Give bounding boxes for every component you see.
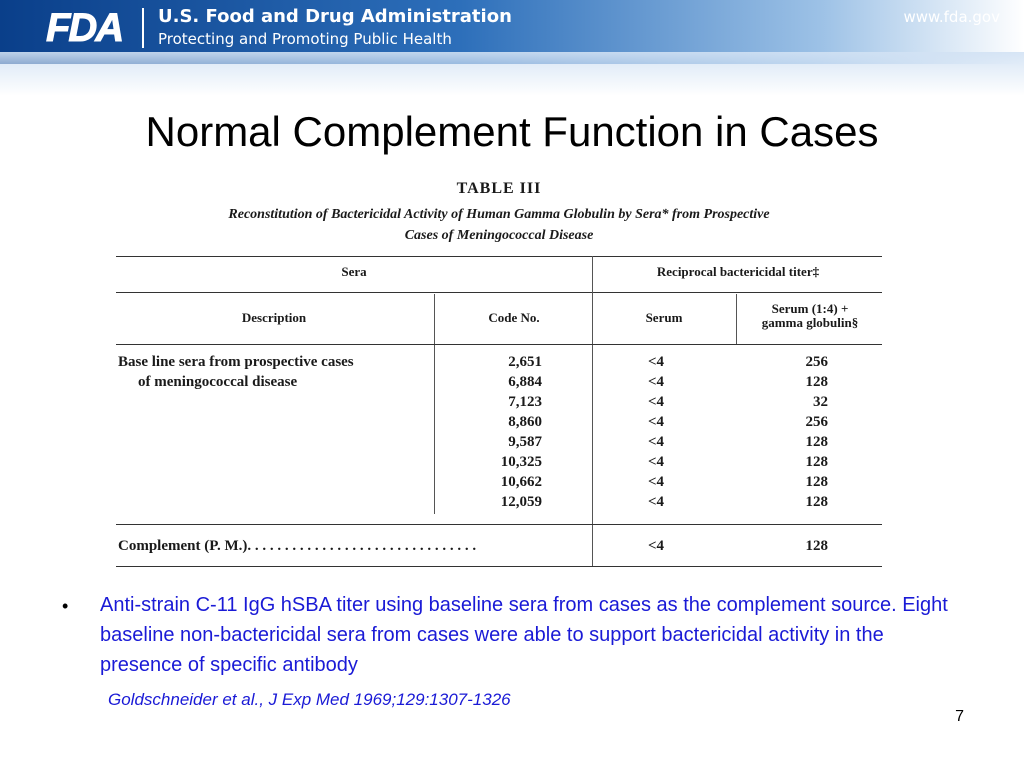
agency-tagline: Protecting and Promoting Public Health bbox=[158, 30, 452, 48]
header-titer: Reciprocal bactericidal titer‡ bbox=[656, 264, 820, 279]
code-cell: 8,860 bbox=[508, 414, 542, 430]
slide-title: Normal Complement Function in Cases bbox=[145, 108, 879, 155]
serum-cell: <4 bbox=[647, 494, 665, 510]
column-divider-main bbox=[592, 256, 593, 566]
code-cell: 9,587 bbox=[508, 434, 542, 450]
serum-cell: <4 bbox=[647, 434, 665, 450]
complement-gamma-globulin: 128 bbox=[805, 538, 828, 554]
serum-cell: <4 bbox=[647, 374, 665, 390]
complement-label: Complement (P. M.). . . . . . . . . . . . . . . . . . . . . . . . . . . . . . . bbox=[118, 538, 477, 554]
code-cell: 2,651 bbox=[508, 354, 542, 370]
serum-cell: <4 bbox=[647, 454, 665, 470]
row-description: Base line sera from prospective cases of meningococcal disease bbox=[118, 354, 354, 390]
code-cell: 10,325 bbox=[500, 454, 542, 470]
page-number: 7 bbox=[955, 708, 964, 725]
code-column bbox=[446, 352, 542, 512]
logo-divider bbox=[142, 8, 144, 48]
gg-cell: 128 bbox=[805, 494, 828, 510]
header-description: Description bbox=[241, 310, 307, 325]
citation: Goldschneider et al., J Exp Med 1969;129:1307-1326 bbox=[108, 690, 511, 709]
header-bottom-rule bbox=[116, 344, 882, 345]
table-label: TABLE III bbox=[456, 180, 542, 197]
serum-cell: <4 bbox=[647, 474, 665, 490]
table-caption-line2: Cases of Meningococcal Disease bbox=[404, 228, 594, 243]
column-divider-code bbox=[434, 294, 435, 514]
serum-cell: <4 bbox=[647, 354, 665, 370]
table-bottom-rule bbox=[116, 566, 882, 567]
table-caption-line1: Reconstitution of Bactericidal Activity of Human Gamma Globulin by Sera* from Prospective bbox=[228, 207, 770, 222]
code-cell: 7,123 bbox=[508, 394, 542, 410]
table-top-rule bbox=[116, 256, 882, 257]
gg-cell: 128 bbox=[805, 474, 828, 490]
bullet-text: Anti-strain C-11 IgG hSBA titer using baseline sera from cases as the complement source. Eight baseline non-bactericidal sera from cases were able to support bactericidal activity in the presence of specific antibody bbox=[100, 594, 948, 676]
gg-cell: 128 bbox=[805, 454, 828, 470]
serum-column bbox=[626, 352, 686, 512]
header-code: Code No. bbox=[488, 310, 540, 325]
header-sera: Sera bbox=[341, 264, 367, 279]
gg-cell: 32 bbox=[813, 394, 828, 410]
bullet-symbol: • bbox=[62, 596, 69, 616]
gg-cell: 256 bbox=[805, 414, 828, 430]
serum-gamma-globulin-column bbox=[754, 352, 828, 512]
header-serum-gamma-globulin: Serum (1:4) + gamma globulin§ bbox=[761, 301, 859, 330]
code-cell: 10,662 bbox=[500, 474, 542, 490]
scanned-table bbox=[116, 180, 882, 576]
gg-cell: 128 bbox=[805, 434, 828, 450]
website-url: www.fda.gov bbox=[903, 8, 1000, 26]
gg-cell: 256 bbox=[805, 354, 828, 370]
header-serum: Serum bbox=[645, 310, 683, 325]
code-cell: 6,884 bbox=[508, 374, 542, 390]
serum-cell: <4 bbox=[647, 394, 665, 410]
complement-serum: <4 bbox=[647, 538, 665, 554]
agency-name: U.S. Food and Drug Administration bbox=[158, 6, 512, 27]
serum-cell: <4 bbox=[647, 414, 665, 430]
table-caption bbox=[116, 204, 882, 246]
complement-rule bbox=[116, 524, 882, 525]
column-divider-serum bbox=[736, 294, 737, 344]
fda-logo: FDA bbox=[46, 6, 123, 50]
header-fade bbox=[0, 52, 1024, 96]
header-mid-rule bbox=[116, 292, 882, 293]
code-cell: 12,059 bbox=[500, 494, 542, 510]
gg-cell: 128 bbox=[805, 374, 828, 390]
